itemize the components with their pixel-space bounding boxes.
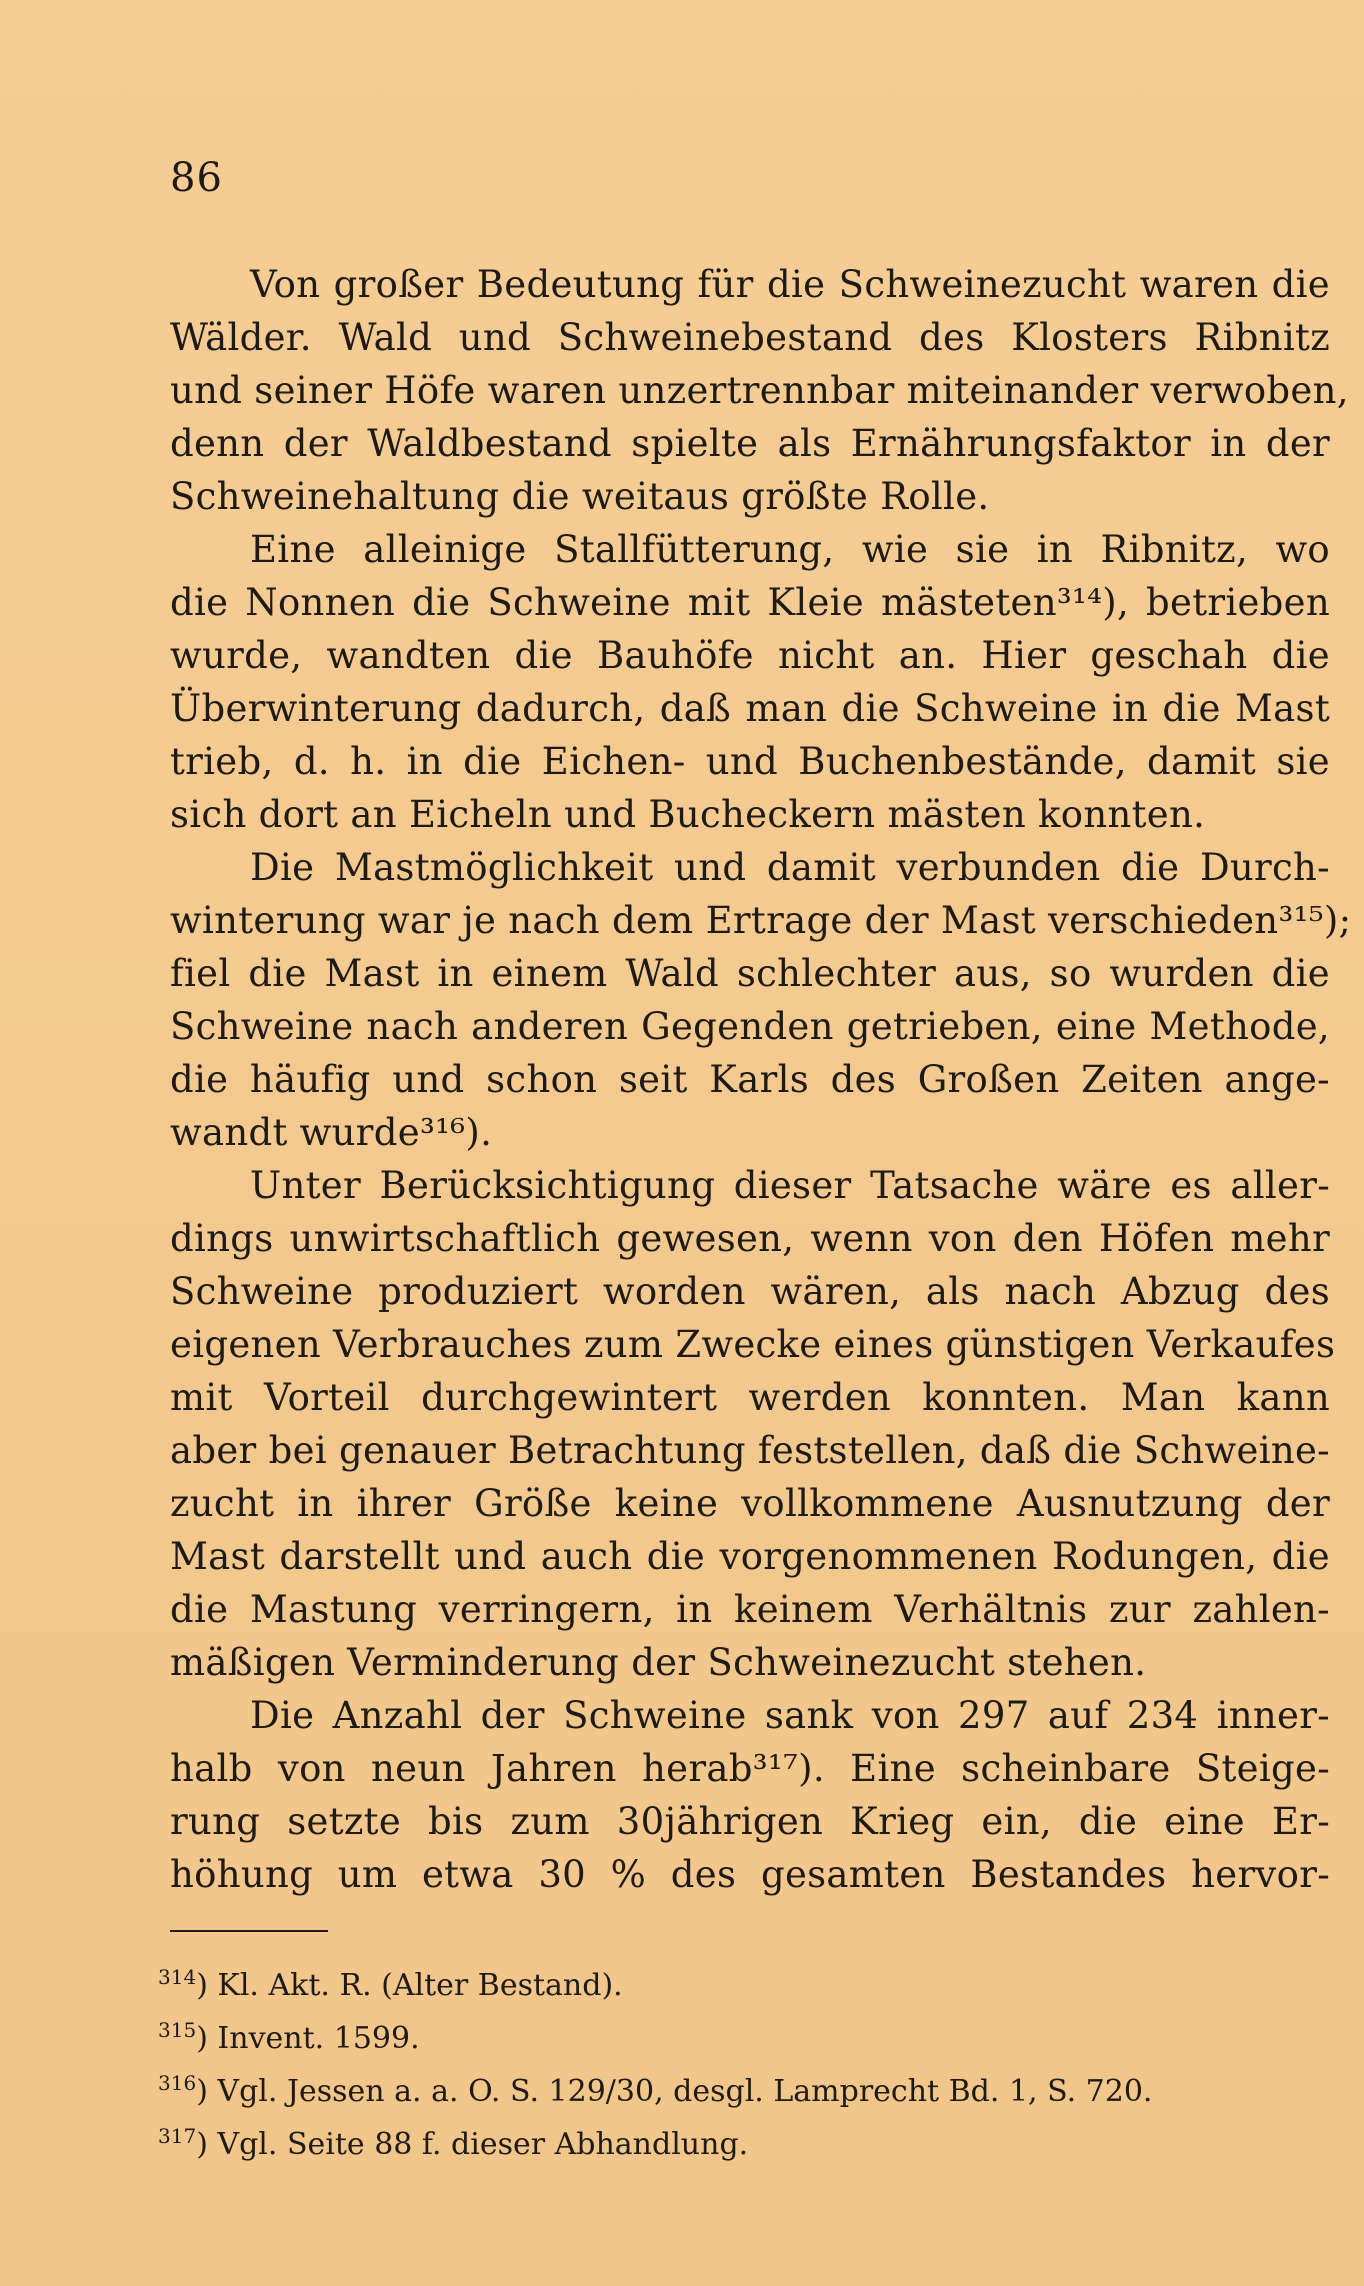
text-line: mäßigen Verminderung der Schweinezucht stehen. — [170, 1641, 1147, 1684]
footnote — [158, 2114, 1328, 2167]
text-line: Mast darstellt und auch die vorgenommenen Rodungen, die — [170, 1535, 1330, 1578]
text-line: sich dort an Eicheln und Bucheckern mästen konnten. — [170, 793, 1206, 836]
text-line: eigenen Verbrauches zum Zwecke eines günstigen Verkaufes — [170, 1323, 1336, 1366]
text-line: und seiner Höfe waren unzertrennbar miteinander verwoben, — [170, 369, 1349, 412]
footnotes — [158, 1955, 1328, 2167]
page-number: 86 — [170, 155, 223, 201]
footnote-number: 316 — [158, 2071, 197, 2095]
text-line: Wälder. Wald und Schweinebestand des Klosters Ribnitz — [170, 316, 1330, 359]
text-line: aber bei genauer Betrachtung feststellen, daß die Schweine- — [170, 1429, 1330, 1472]
text-line: Unter Berücksichtigung dieser Tatsache wäre es aller- — [250, 1164, 1330, 1207]
text-line: die Mastung verringern, in keinem Verhältnis zur zahlen- — [170, 1588, 1330, 1631]
text-line: Die Mastmöglichkeit und damit verbunden die Durch- — [250, 846, 1330, 889]
text-line: fiel die Mast in einem Wald schlechter aus, so wurden die — [170, 952, 1330, 995]
text-line: wandt wurde³¹⁶). — [170, 1111, 493, 1154]
footnote-separator — [170, 1930, 328, 1932]
text-line: zucht in ihrer Größe keine vollkommene Ausnutzung der — [170, 1482, 1330, 1525]
text-line: winterung war je nach dem Ertrage der Mast verschieden³¹⁵); — [170, 899, 1352, 942]
footnote-text: ) Vgl. Jessen a. a. O. S. 129/30, desgl. Lamprecht Bd. 1, S. 720. — [196, 2074, 1153, 2109]
footnote-text: ) Invent. 1599. — [196, 2021, 420, 2056]
text-line: mit Vorteil durchgewintert werden konnten. Man kann — [170, 1376, 1330, 1419]
text-line: Eine alleinige Stallfütterung, wie sie in Ribnitz, wo — [250, 528, 1330, 571]
text-line: rung setzte bis zum 30jährigen Krieg ein, die eine Er- — [170, 1800, 1330, 1843]
footnote-text: ) Kl. Akt. R. (Alter Bestand). — [196, 1968, 623, 2003]
text-line: Schweine produziert worden wären, als nach Abzug des — [170, 1270, 1330, 1313]
text-line: Überwinterung dadurch, daß man die Schweine in die Mast — [170, 687, 1330, 730]
footnote-number: 315 — [158, 2018, 197, 2042]
footnote — [158, 1955, 1328, 2008]
text-line: die häufig und schon seit Karls des Großen Zeiten ange- — [170, 1058, 1330, 1101]
text-line: Von großer Bedeutung für die Schweinezucht waren die — [250, 263, 1330, 306]
text-line: die Nonnen die Schweine mit Kleie mästeten³¹⁴), betrieben — [170, 581, 1330, 624]
text-line: höhung um etwa 30 % des gesamten Bestandes hervor- — [170, 1853, 1330, 1896]
text-line: Schweinehaltung die weitaus größte Rolle. — [170, 475, 990, 518]
text-line: denn der Waldbestand spielte als Ernährungsfaktor in der — [170, 422, 1330, 465]
body-text — [170, 258, 1352, 1901]
footnote — [158, 2061, 1328, 2114]
footnote-number: 314 — [158, 1965, 197, 1989]
text-line: halb von neun Jahren herab³¹⁷). Eine scheinbare Steige- — [170, 1747, 1330, 1790]
text-line: Die Anzahl der Schweine sank von 297 auf 234 inner- — [250, 1694, 1330, 1737]
footnote-text: ) Vgl. Seite 88 f. dieser Abhandlung. — [196, 2127, 749, 2162]
text-line: Schweine nach anderen Gegenden getrieben, eine Methode, — [170, 1005, 1330, 1048]
footnote — [158, 2008, 1328, 2061]
text-line: wurde, wandten die Bauhöfe nicht an. Hier geschah die — [170, 634, 1330, 677]
text-line: dings unwirtschaftlich gewesen, wenn von den Höfen mehr — [170, 1217, 1330, 1260]
text-line: trieb, d. h. in die Eichen- und Buchenbestände, damit sie — [170, 740, 1330, 783]
footnote-number: 317 — [158, 2124, 197, 2148]
